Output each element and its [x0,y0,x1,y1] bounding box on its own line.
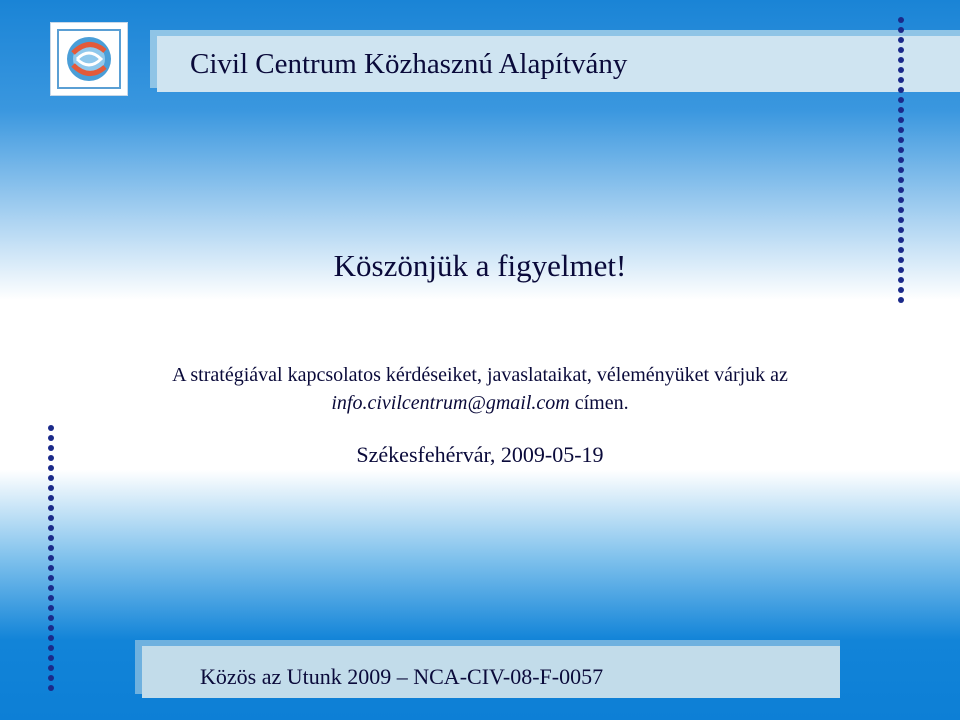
decorative-dot [898,47,904,53]
email-link[interactable]: info.civilcentrum@gmail.com [331,392,570,414]
decorative-dot [898,207,904,213]
decorative-dot [898,97,904,103]
decorative-dot [898,167,904,173]
decorative-dot [898,177,904,183]
decorative-dot [48,475,54,481]
decorative-dot [48,575,54,581]
decorative-dot [48,605,54,611]
decorative-dot [48,425,54,431]
decorative-dot [898,77,904,83]
contact-line [0,392,960,415]
decorative-dot [48,565,54,571]
decorative-dot [898,197,904,203]
decorative-dot [898,27,904,33]
footer-text: Közös az Utunk 2009 – NCA-CIV-08-F-0057 [200,664,604,689]
decorative-dot [898,107,904,113]
place-date: Székesfehérvár, 2009-05-19 [356,442,604,467]
decorative-dot [898,287,904,293]
decorative-dot [48,625,54,631]
decorative-dot [898,127,904,133]
decorative-dot [48,685,54,691]
decorative-dot [898,17,904,23]
decorative-dot [898,297,904,303]
decorative-dot [48,555,54,561]
decorative-dot [48,585,54,591]
decorative-dot [48,645,54,651]
decorative-dot [898,217,904,223]
decorative-dot [898,117,904,123]
decorative-dot [48,525,54,531]
decorative-dot [898,157,904,163]
feedback-text: A stratégiával kapcsolatos kérdéseiket, javaslataikat, véleményüket várjuk az [172,364,788,386]
decorative-dot [898,227,904,233]
decorative-dot [898,137,904,143]
decorative-dot [898,37,904,43]
decorative-dot [48,595,54,601]
decorative-dot [48,495,54,501]
swirl-logo-icon [51,23,127,95]
decorative-dot [898,187,904,193]
decorative-dot [898,87,904,93]
decorative-dot [48,535,54,541]
decorative-dot [48,615,54,621]
decorative-dot [48,435,54,441]
decorative-dot [898,67,904,73]
decorative-dot [898,147,904,153]
page-title: Civil Centrum Közhasznú Alapítvány [190,48,628,80]
decorative-dot [48,485,54,491]
decorative-dot [898,57,904,63]
decorative-dot [48,655,54,661]
decorative-dot [48,545,54,551]
decorative-dot [48,665,54,671]
decorative-dot [48,515,54,521]
email-suffix: címen. [569,392,629,414]
decorative-dot [48,505,54,511]
decorative-dot [48,635,54,641]
thank-you-heading: Köszönjük a figyelmet! [333,248,627,283]
decorative-dot [898,237,904,243]
logo [50,22,128,96]
decorative-dot [48,675,54,681]
